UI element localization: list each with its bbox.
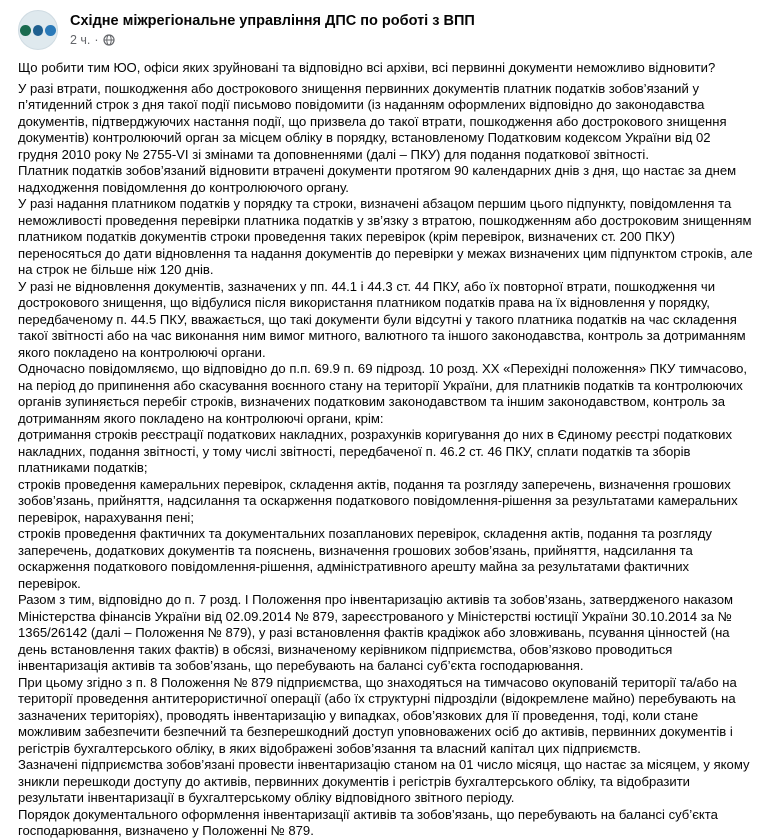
page-name-link[interactable]: Східне міжрегіональне управління ДПС по роботі з ВПП [70,13,475,29]
avatar-logo-dot [20,25,31,36]
globe-icon[interactable] [103,34,115,46]
post-body [18,60,753,840]
post-paragraph: Платник податків зобов’язаний відновити втрачені документи протягом 90 календарних днів з дня, що настає за днем надходження повідомлення до контролюючого органу. [18,163,737,195]
avatar-logo-dot [45,25,56,36]
post-paragraph: строків проведення камеральних перевірок, складення актів, подання та розгляду заперечень, визначення грошових зобов’язань, прийняття, надсилання та оскарження податкового повідомлення-рішення за результатами камеральних перевірок, нарахування пені; [18,476,738,525]
post-paragraph: Порядок документального оформлення інвентаризації активів та зобов’язань, що перебувають на балансі суб’єкта господарювання, визначено у Положенні № 879. [18,806,718,838]
post-header [18,10,758,54]
post-paragraph: У разі не відновлення документів, зазначених у пп. 44.1 і 44.3 ст. 44 ПКУ, або їх повторної втрати, пошкодження чи дострокового знищення, що відбулися після використання платником податків права на їх відновлення у порядку, передбаченому п. 44.5 ПКУ, вважається, що такі документи були відсутні у такого платника податків на час складення такої звітності або на час виконання ним вимог митного, валютного та іншого законодавства, контроль за дотриманням якого покладено на контролюючі органи. [18,278,746,360]
post-paragraph: У разі втрати, пошкодження або дострокового знищення первинних документів платник податків зобов’язаний у п’ятиденний строк з дня такої події письмово повідомити (із наданням оформлених відповідно до законодавства документів, підтверджуючих настання події, що призвела до такої втрати, пошкодження або дострокового знищення документів) контролюючий орган за місцем обліку в порядку, встановленому Податковим кодексом України від 02 грудня 2010 року № 2755-VI зі змінами та доповненнями (далі – ПКУ) для подання податкової звітності. [18,80,727,162]
post-paragraph: При цьому згідно з п. 8 Положення № 879 підприємства, що знаходяться на тимчасово окупованій території та/або на території проведення антитерористичної операції (або їх структурні підрозділи (відокремлене майно) перебувають на зазначених територіях), проводять інвентаризацію у випадках, обов’язкових для її проведення, тоді, коли стане можливим забезпечити безпечний та безперешкодний доступ уповноважених осіб до активів, первинних документів і регістрів бухгалтерського обліку, в яких відображені зобов’язання та власний капітал цих підприємств. [18,674,737,756]
page-avatar[interactable] [18,10,58,50]
post-paragraph: дотримання строків реєстрації податкових накладних, розрахунків коригування до них в Єдиному реєстрі податкових накладних, подання звітності, у тому числі звітності, передбаченої п. 46.2 ст. 46 ПКУ, сплати податків та зборів платниками податків; [18,427,733,475]
post-paragraph: Зазначені підприємства зобов’язані провести інвентаризацію станом на 01 число місяця, що настає за місяцем, у якому зникли перешкоди доступу до активів, первинних документів і регістрів бухгалтерського обліку, та відобразити результати інвентаризації в бухгалтерському обліку відповідного звітного періоду. [18,757,750,805]
post-question: Що робити тим ЮО, офіси яких зруйновані та відповідно всі архіви, всі первинні документи неможливо відновити? [18,60,716,75]
meta-separator: · [94,33,99,47]
post-paragraph: Разом з тим, відповідно до п. 7 розд. I Положення про інвентаризацію активів та зобов’язань, затвердженого наказом Міністерства фінансів України від 02.09.2014 № 879, зареєстрованого у Міністерстві юстиції України 30.10.2014 за № 1365/26142 (далі – Положення № 879), у разі встановлення фактів крадіжок або зловживань, псування цінностей (на день встановлення таких фактів) в обсязі, визначеному керівником підприємства, обов’язково проводиться інвентаризація активів та зобов’язань, що перебувають на балансі суб’єкта господарювання. [18,592,734,673]
post-timestamp[interactable]: 2 ч. [70,33,91,47]
post-paragraph: строків проведення фактичних та документальних позапланових перевірок, складення актів, подання та розгляду заперечень, додаткових документів та пояснень, визначення грошових зобов’язань, прийняття, надсилання та оскарження податкового повідомлення-рішення, адміністративного арешту майна за результатами фактичних перевірок. [18,526,712,591]
post-paragraph: Одночасно повідомляємо, що відповідно до п.п. 69.9 п. 69 підрозд. 10 розд. XX «Перехідні положення» ПКУ тимчасово, на період до припинення або скасування воєнного стану на території України, для платників податків та контролюючих органів зупиняється перебіг строків, визначених податковим законодавством та іншим законодавством, контроль за дотриманням якого покладено на контролюючі органи, крім: [18,361,748,426]
post-meta [70,33,115,47]
avatar-logo-dot [33,25,44,36]
post-paragraph: У разі надання платником податків у порядку та строки, визначені абзацом першим цього підпункту, повідомлення та неможливості проведення перевірки платника податків у зв’язку з втратою, пошкодженням або достроковим знищенням платником податків документів строки проведення таких перевірок (крім перевірок, визначених ст. 200 ПКУ) переносяться до дати відновлення та надання документів до перевірки у межах визначених цим підпунктом строків, але на строк не більше ніж 120 днів. [18,196,753,277]
